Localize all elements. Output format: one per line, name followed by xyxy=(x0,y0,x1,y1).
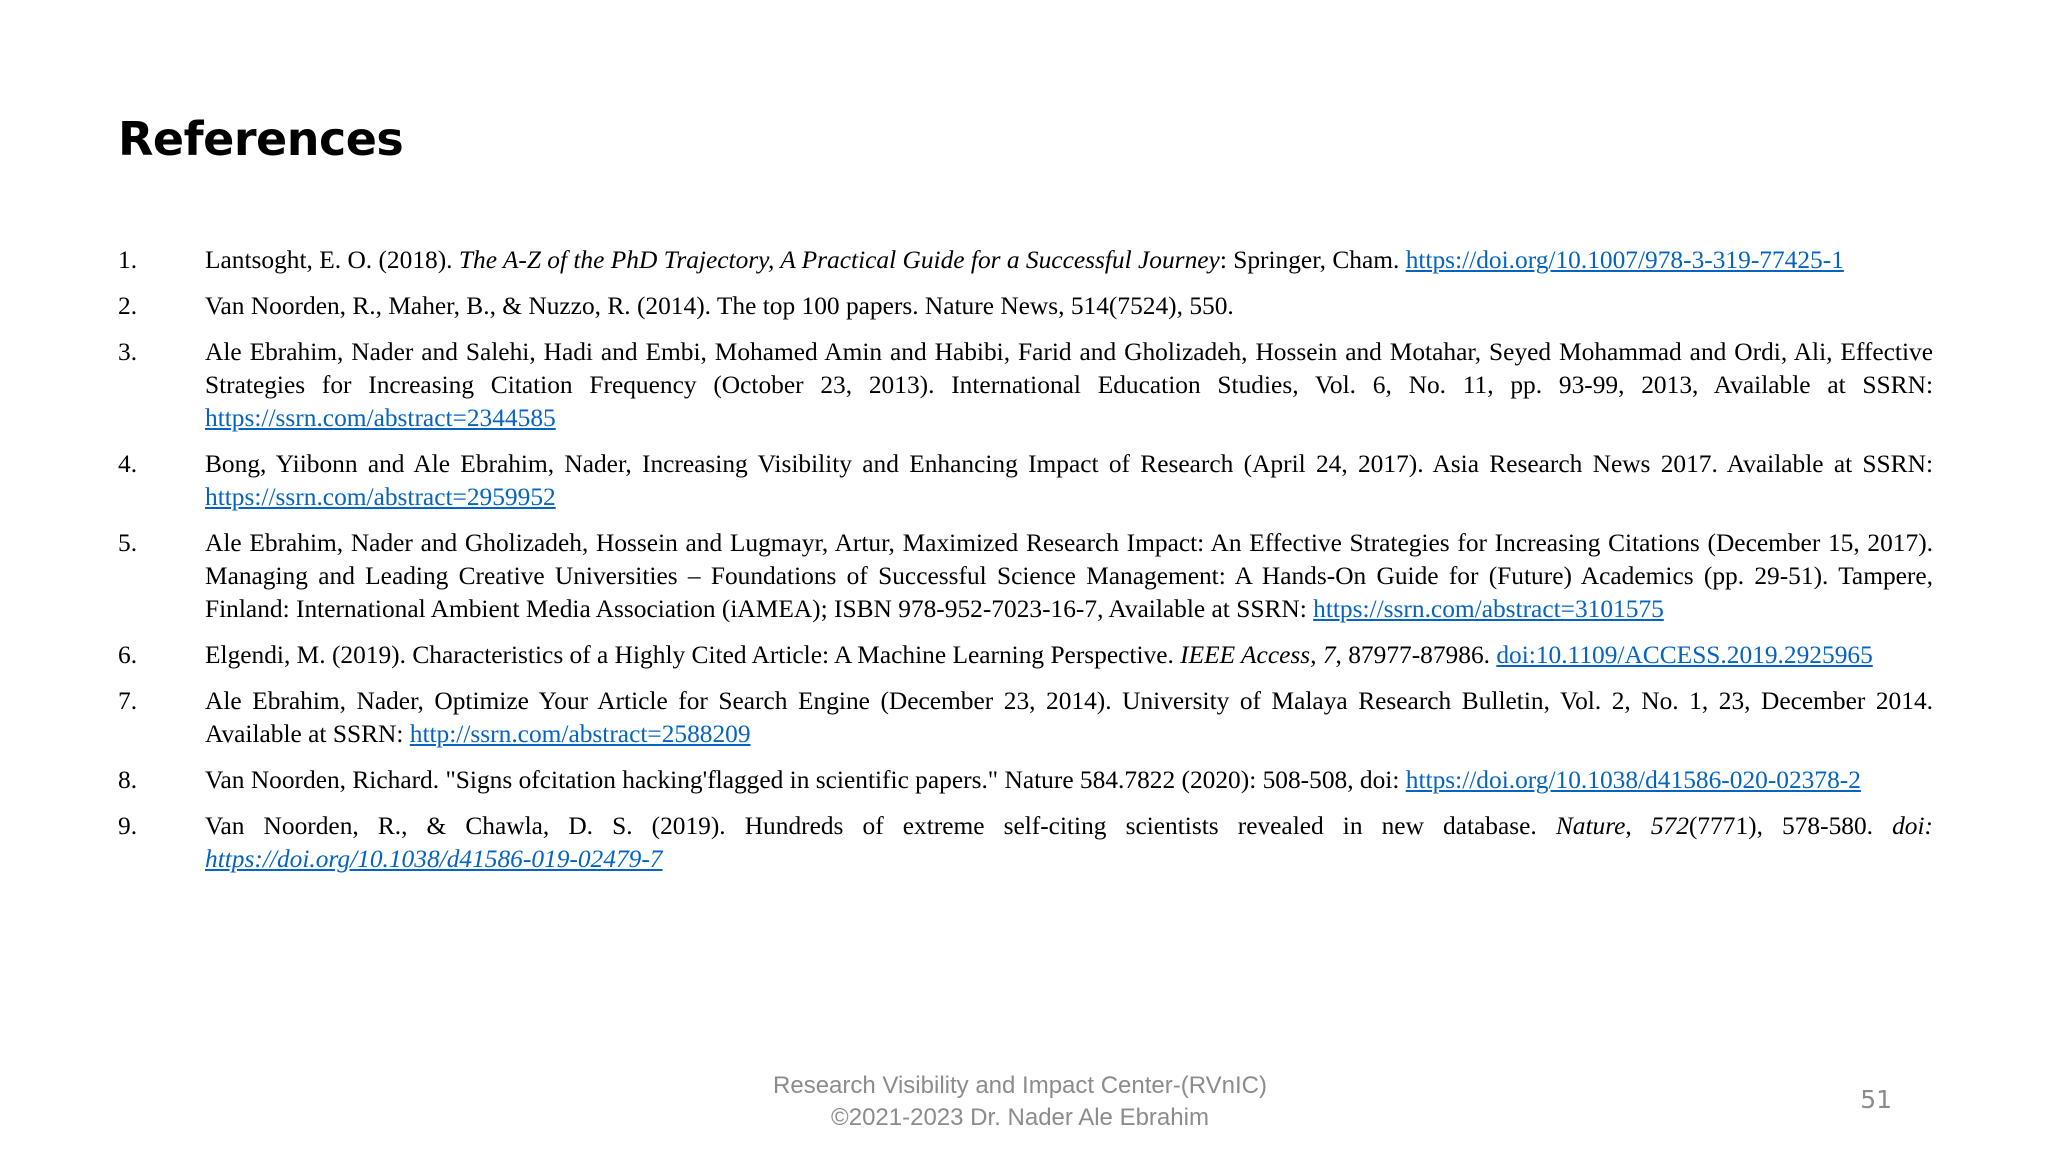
reference-link[interactable]: http://ssrn.com/abstract=2588209 xyxy=(409,720,751,748)
reference-text xyxy=(205,336,1933,435)
reference-journal: IEEE Access, 7 xyxy=(1180,641,1336,669)
reference-title: The A-Z of the PhD Trajectory, A Practical Guide for a Successful Journey xyxy=(458,246,1220,274)
reference-item xyxy=(118,244,1933,277)
slide-footer xyxy=(580,1070,1460,1134)
reference-text xyxy=(205,290,1933,323)
reference-number: 9. xyxy=(118,812,138,840)
reference-separator: , xyxy=(1625,812,1651,840)
reference-doi-label: doi: xyxy=(1892,812,1933,840)
reference-text xyxy=(205,244,1933,277)
reference-number: 1. xyxy=(118,246,138,274)
reference-authors: Lantsoght, E. O. (2018). xyxy=(205,246,459,274)
reference-link[interactable]: https://ssrn.com/abstract=2959952 xyxy=(205,483,556,511)
reference-item xyxy=(118,810,1933,876)
reference-journal: Nature xyxy=(1555,812,1626,840)
reference-number: 2. xyxy=(118,292,138,320)
reference-item xyxy=(118,764,1933,797)
reference-number: 8. xyxy=(118,766,138,794)
page-number: 51 xyxy=(1860,1085,1892,1114)
reference-link[interactable]: https://doi.org/10.1007/978-3-319-77425-1 xyxy=(1405,246,1844,274)
reference-citation: Van Noorden, R., & Chawla, D. S. (2019). Hundreds of extreme self-citing scientists revealed in new database. xyxy=(205,812,1556,840)
reference-item xyxy=(118,527,1933,626)
reference-list xyxy=(118,244,1933,889)
reference-citation: Van Noorden, Richard. "Signs ofcitation hacking'flagged in scientific papers." Nature 584.7822 (2020): 508-508, doi: xyxy=(205,766,1406,794)
reference-text xyxy=(205,448,1933,514)
reference-link[interactable]: https://doi.org/10.1038/d41586-020-02378-2 xyxy=(1405,766,1861,794)
reference-pages: (7771), 578-580. xyxy=(1688,812,1893,840)
reference-citation: Ale Ebrahim, Nader and Salehi, Hadi and Embi, Mohamed Amin and Habibi, Farid and Gholizadeh, Hossein and Motahar, Seyed Mohammad and Ordi, Ali, Effective Strategies for Increasing Citation Frequency (October 23, 2013). International Education Studies, Vol. 6, No. 11, pp. 93-99, 2013, Available at SSRN: xyxy=(205,338,1933,399)
reference-item xyxy=(118,336,1933,435)
reference-volume: 572 xyxy=(1650,812,1689,840)
reference-citation: Elgendi, M. (2019). Characteristics of a Highly Cited Article: A Machine Learning Perspective. xyxy=(205,641,1181,669)
reference-link[interactable]: https://ssrn.com/abstract=2344585 xyxy=(205,404,556,432)
reference-number: 7. xyxy=(118,687,138,715)
reference-text xyxy=(205,810,1933,876)
reference-number: 6. xyxy=(118,641,138,669)
reference-text xyxy=(205,639,1933,672)
reference-item xyxy=(118,290,1933,323)
footer-center-name: Research Visibility and Impact Center-(RVnIC) xyxy=(773,1072,1267,1099)
footer-copyright: ©2021-2023 Dr. Nader Ale Ebrahim xyxy=(831,1104,1209,1131)
reference-number: 3. xyxy=(118,338,138,366)
slide-title: References xyxy=(118,112,404,166)
reference-citation: Bong, Yiibonn and Ale Ebrahim, Nader, Increasing Visibility and Enhancing Impact of Research (April 24, 2017). Asia Research News 2017. Available at SSRN: xyxy=(205,450,1933,478)
reference-pages: , 87977-87986. xyxy=(1335,641,1497,669)
reference-link[interactable]: doi:10.1109/ACCESS.2019.2925965 xyxy=(1496,641,1873,669)
reference-publisher: : Springer, Cham. xyxy=(1219,246,1406,274)
reference-link[interactable]: https://doi.org/10.1038/d41586-019-02479-7 xyxy=(205,845,663,873)
reference-text xyxy=(205,764,1933,797)
reference-citation: Ale Ebrahim, Nader and Gholizadeh, Hossein and Lugmayr, Artur, Maximized Research Impact: An Effective Strategies for Increasing Citations (December 15, 2017). Managing and Leading Creative Universities – Foundations of Successful Science Management: A Hands-On Guide for (Future) Academics (pp. 29-51). Tampere, Finland: International Ambient Media Association (iAMEA); ISBN 978-952-7023-16-7, Available at SSRN: xyxy=(205,529,1933,623)
reference-citation: Van Noorden, R., Maher, B., & Nuzzo, R. (2014). The top 100 papers. Nature News, 514(7524), 550. xyxy=(205,292,1234,320)
reference-text xyxy=(205,685,1933,751)
reference-link[interactable]: https://ssrn.com/abstract=3101575 xyxy=(1313,595,1664,623)
reference-item xyxy=(118,448,1933,514)
reference-number: 5. xyxy=(118,529,138,557)
reference-item xyxy=(118,639,1933,672)
reference-number: 4. xyxy=(118,450,138,478)
reference-item xyxy=(118,685,1933,751)
reference-citation: Ale Ebrahim, Nader, Optimize Your Article for Search Engine (December 23, 2014). University of Malaya Research Bulletin, Vol. 2, No. 1, 23, December 2014. Available at SSRN: xyxy=(205,687,1933,748)
reference-text xyxy=(205,527,1933,626)
